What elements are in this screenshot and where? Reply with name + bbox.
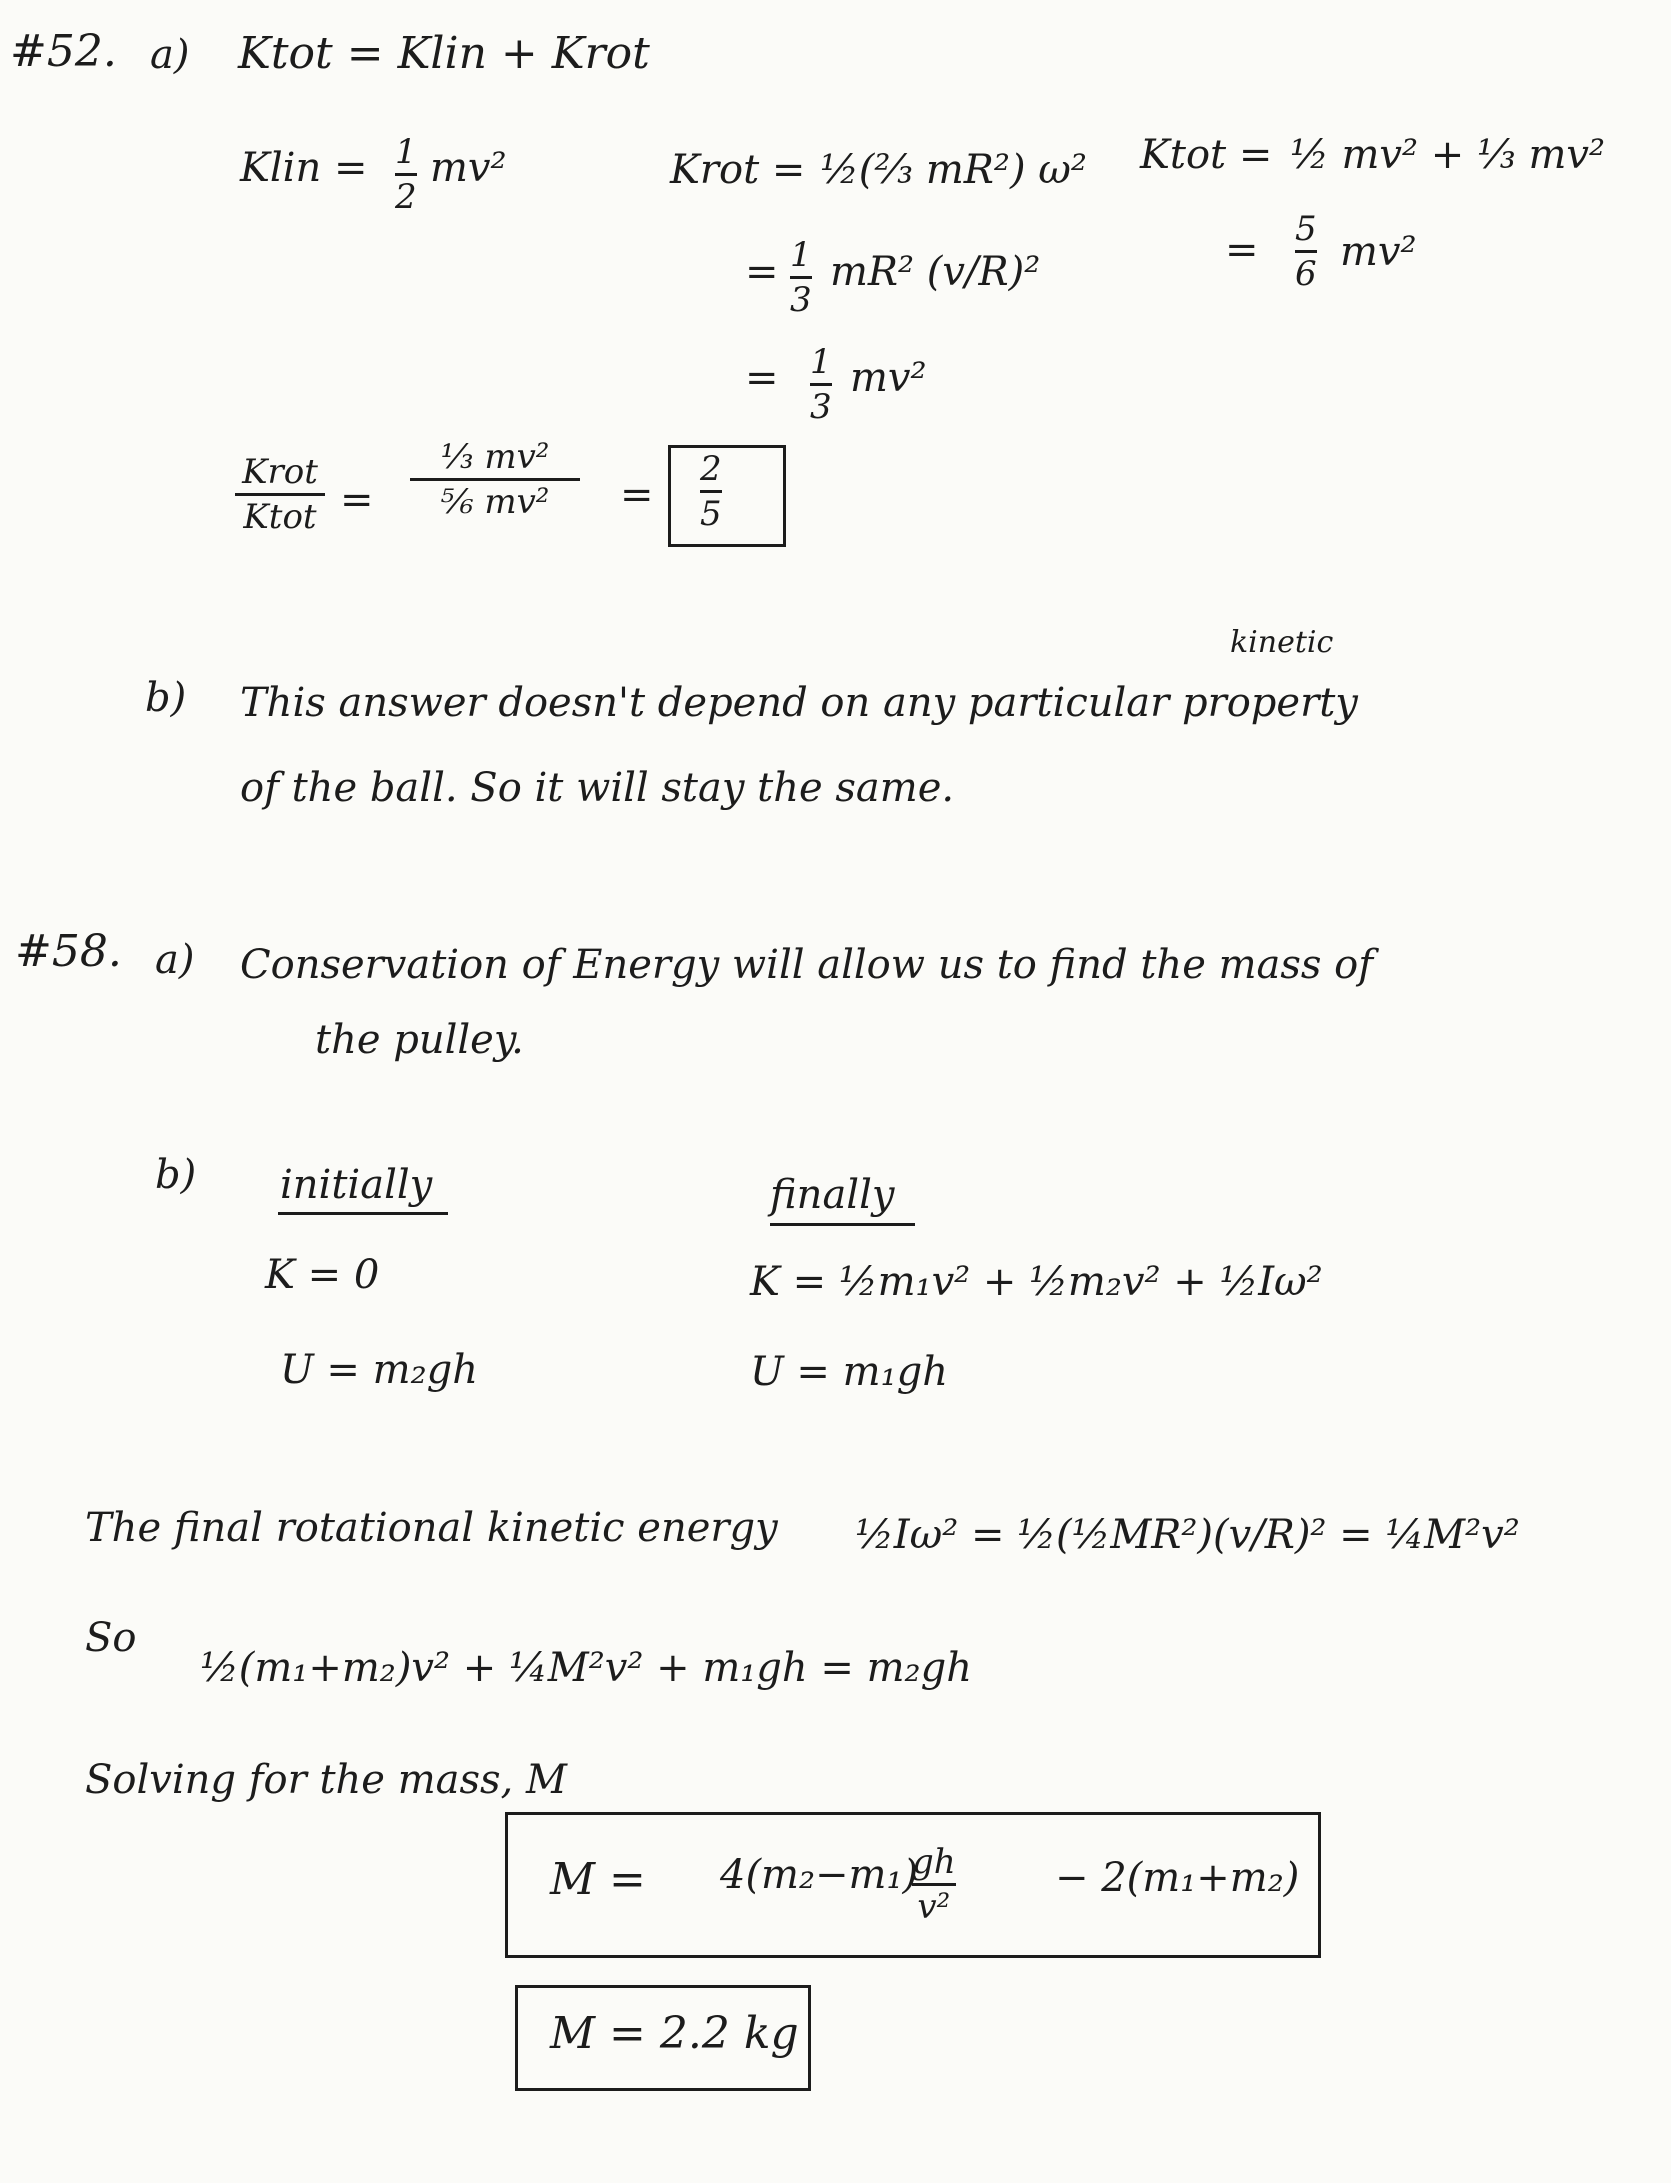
problem-58-number: #58. [15, 926, 122, 977]
problem-52-number: #52. [10, 26, 117, 77]
krot-eq2-rhs: mR² (v/R)² [830, 249, 1041, 295]
klin-lhs: Klin = [240, 145, 368, 191]
final-potential: U = m₁gh [750, 1349, 948, 1395]
problem-58-part-b: b) [155, 1152, 197, 1198]
krot-eq3-third: 1 3 [810, 342, 832, 427]
finally-underline [770, 1223, 915, 1226]
krot-lhs: Krot = [670, 147, 806, 193]
formula-rhs: − 2(m₁+m₂) [1055, 1855, 1300, 1901]
krot-eq2-lhs: = [745, 249, 779, 295]
energy-balance-equation: ½(m₁+m₂)v² + ¼M²v² + m₁gh = m₂gh [200, 1645, 972, 1691]
krot-eq3-lhs: = [745, 355, 779, 401]
final-kinetic: K = ½m₁v² + ½m₂v² + ½Iω² [750, 1259, 1323, 1305]
ratio-middle: ⅓ mv² ⅚ mv² [410, 440, 580, 519]
krot-eq2-third: 1 3 [790, 235, 812, 320]
answer-box-52a [668, 445, 786, 547]
inserted-word-kinetic: kinetic [1230, 625, 1334, 660]
problem-58-part-a: a) [155, 937, 195, 983]
solving-text: Solving for the mass, M [85, 1757, 567, 1803]
ktot-rhs: ½ mv² + ⅓ mv² [1290, 132, 1606, 178]
formula-mid: 4(m₂−m₁) [720, 1852, 919, 1898]
problem-52-part-b: b) [145, 675, 187, 721]
answer-58a-line-1: Conservation of Energy will allow us to find the mass of [240, 942, 1374, 988]
rotational-energy-text: The final rotational kinetic energy [85, 1505, 778, 1551]
finally-heading: finally [770, 1172, 895, 1218]
ktot-five-sixths: 5 6 [1295, 209, 1317, 294]
formula-lhs: M = [550, 1854, 646, 1905]
initially-underline [278, 1212, 448, 1215]
initial-potential: U = m₂gh [280, 1347, 478, 1393]
answer-52b-line-2: of the ball. So it will stay the same. [240, 765, 955, 811]
formula-gh-over-v2: gh v² [912, 1842, 956, 1927]
initial-kinetic: K = 0 [265, 1252, 380, 1298]
krot-rhs-1: ½(⅔ mR²) ω² [820, 147, 1087, 193]
ratio-eq-1: = [340, 477, 374, 523]
rotational-energy-equation: ½Iω² = ½(½MR²)(v/R)² = ¼M²v² [855, 1512, 1520, 1558]
ktot-eq2-lhs: = [1225, 227, 1259, 273]
initially-heading: initially [280, 1162, 433, 1208]
klin-rhs: mv² [430, 145, 507, 191]
ratio-eq-2: = [620, 472, 654, 518]
klin-half: 1 2 [395, 132, 417, 217]
problem-52-part-a: a) [150, 32, 190, 78]
krot-eq3-rhs: mv² [850, 355, 927, 401]
result-value: M = 2.2 kg [550, 2008, 799, 2059]
ktot-lhs: Ktot = [1140, 132, 1273, 178]
answer-52b-line-1: This answer doesn't depend on any particular property [240, 680, 1358, 726]
ktot-eq2-rhs: mv² [1340, 229, 1417, 275]
so-label: So [85, 1615, 137, 1661]
answer-58a-line-2: the pulley. [315, 1017, 524, 1063]
ratio-lhs: Krot Ktot [235, 455, 325, 534]
total-energy-equation: Ktot = Klin + Krot [238, 28, 650, 79]
answer-two-fifths: 2 5 [700, 449, 722, 534]
